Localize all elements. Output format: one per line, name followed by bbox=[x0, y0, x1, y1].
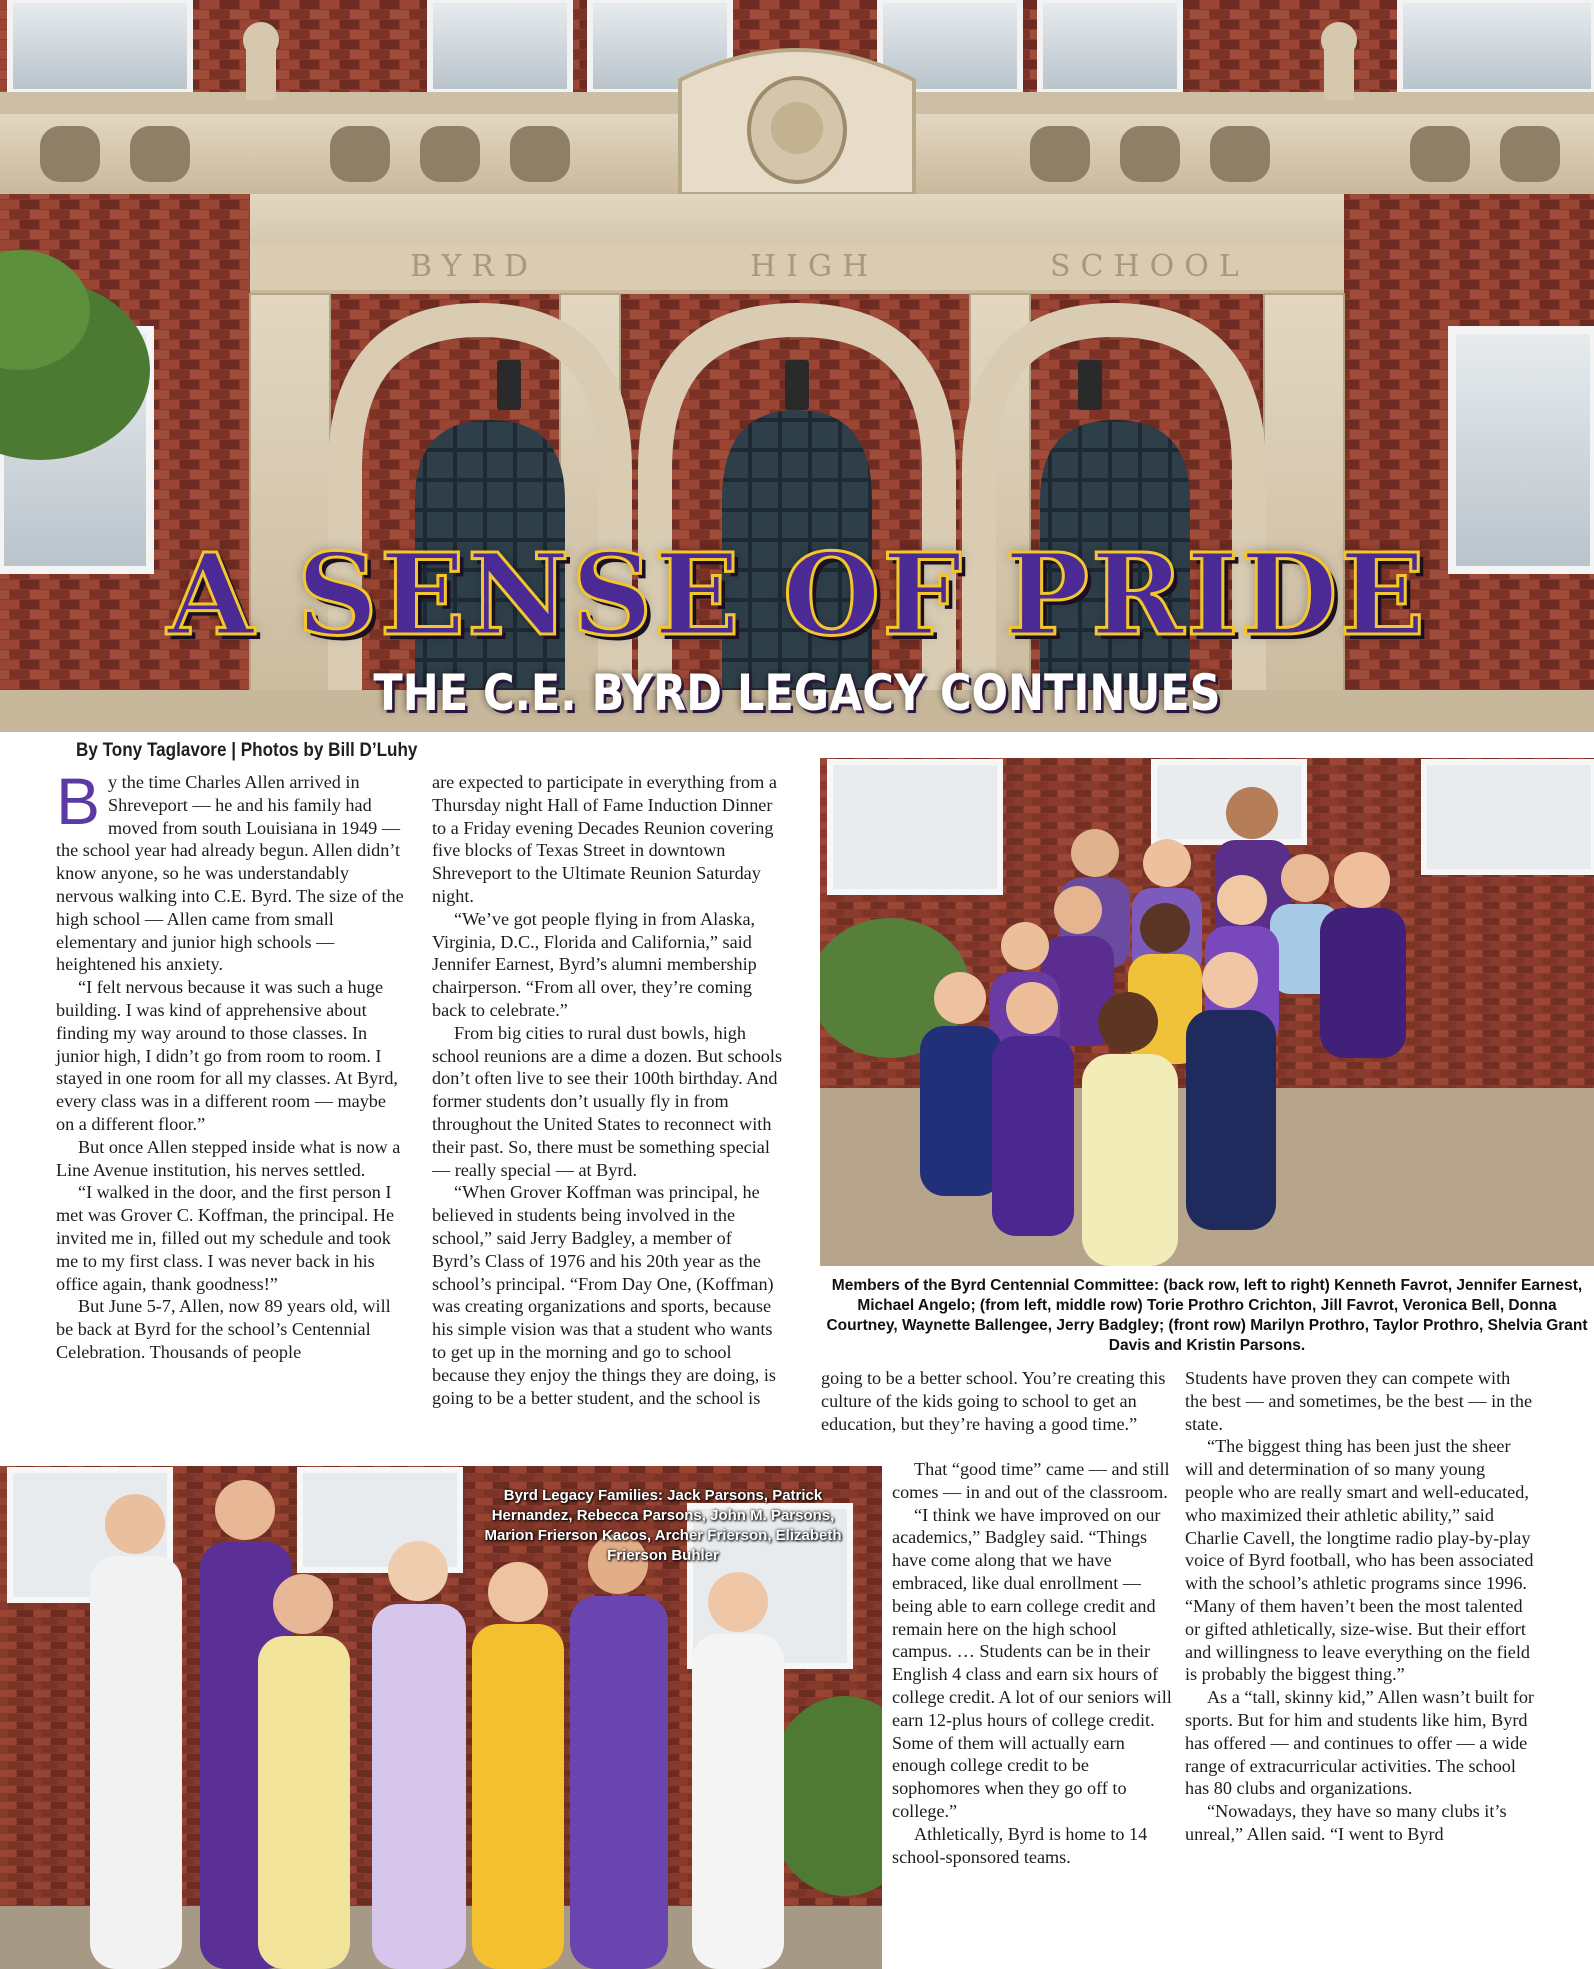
inscription-byrd: BYRD bbox=[410, 249, 538, 284]
article-headline: A SENSE OF PRIDE bbox=[166, 530, 1427, 661]
inscription-school: SCHOOL bbox=[1050, 249, 1249, 284]
article-paragraph: “When Grover Koffman was principal, he believed in students being involved in the school,” said Jerry Badgley, a member of Byrd’s Class of 1976 and his 20th year as the school’s principal. “From Day One, (Koffman) was creating organizations and sports, because his simple vision was that a student who wants to get up in the morning and go to school because they enjoy the things they are doing, is going to be a better student, and the school is bbox=[432, 1182, 776, 1408]
article-column-4 bbox=[1185, 1367, 1537, 1846]
article-paragraph: By the time Charles Allen arrived in Shreveport — he and his family had moved from south Louisiana in 1949 — the school year had already begun. Allen didn’t know anyone, so he was understandably nervous walking into C.E. Byrd. The size of the high school — Allen came from small elementary and junior high schools — heightened his anxiety. bbox=[56, 764, 404, 975]
inscription-high: HIGH bbox=[750, 249, 879, 284]
article-paragraph: Athletically, Byrd is home to 14 school-sponsored teams. bbox=[892, 1823, 1148, 1867]
article-paragraph: are expected to participate in everything from a Thursday night Hall of Fame Induction Dinner to a Friday evening Decades Reunion covering five blocks of Texas Street in downtown Shreveport to the Ultimate Reunion Saturday night. bbox=[432, 772, 777, 906]
article-column-3-continued bbox=[892, 1458, 1174, 1868]
committee-photo bbox=[820, 758, 1594, 1266]
article-column-3 bbox=[821, 1367, 1173, 1435]
committee-group-illustration bbox=[820, 758, 1594, 1266]
article-paragraph: From big cities to rural dust bowls, high school reunions are a dime a dozen. But schools don’t often live to see their 100th birthday. And former students don’t usually fly in from throughout the United States to reconnect with their past. So, there must be something special — really special — at Byrd. bbox=[432, 1022, 783, 1180]
article-paragraph: “I think we have improved on our academics,” Badgley said. “Things have come along that we have embraced, like dual enrollment — being able to earn college credit and remain here on the high school campus. … Students can be in their English 4 class and earn six hours of college credit. A lot of our seniors will earn 12-plus hours of college credit. Some of them will actually earn enough college credit to be sophomores when they go off to college.” bbox=[892, 1504, 1172, 1821]
article-paragraph: “Nowadays, they have so many clubs it’s unreal,” Allen said. “I went to Byrd bbox=[1185, 1801, 1507, 1844]
article-paragraph: “The biggest thing has been just the sheer will and determination of so many young people who are really smart and well-educated, who maximized their athletic ability,” said Charlie Cavell, the longtime radio play-by-play voice of Byrd football, who has been associated with the school’s athletic programs since 1996. “Many of them haven’t been the most talented or gifted athletically, size-wise. But their effort and willingness to leave everything on the field is probably the biggest thing.” bbox=[1185, 1436, 1534, 1685]
article-paragraph: “We’ve got people flying in from Alaska, Virginia, D.C., Florida and California,” said Jennifer Earnest, Byrd’s alumni membership chairperson. “From all over, they’re coming back to celebrate.” bbox=[432, 908, 757, 1020]
article-paragraph: But June 5-7, Allen, now 89 years old, will be back at Byrd for the school’s Centennial Celebration. Thousands of people bbox=[56, 1296, 391, 1362]
article-paragraph: “I felt nervous because it was such a huge building. I was kind of apprehensive about finding my way around to those classes. In junior high, I didn’t go from room to room. I stayed in one room for all my classes. At Byrd, every class was in a different room — maybe on a different floor.” bbox=[56, 977, 398, 1134]
drop-cap: B bbox=[56, 764, 101, 838]
article-paragraph: But once Allen stepped inside what is now a Line Avenue institution, his nerves settled. bbox=[56, 1136, 401, 1180]
article-subheadline: THE C.E. BYRD LEGACY CONTINUES bbox=[373, 664, 1221, 722]
article-paragraph: That “good time” came — and still comes — in and out of the classroom. bbox=[892, 1459, 1170, 1502]
article-paragraph: going to be a better school. You’re creating this culture of the kids going to school to get an education, but they’re having a good time.” bbox=[821, 1368, 1166, 1434]
committee-photo-caption: Members of the Byrd Centennial Committee: (back row, left to right) Kenneth Favrot, Jennifer Earnest, Michael Angelo; (from left, middle row) Torie Prothro Crichton, Jill Favrot, Veronica Bell, Donna Courtney, Waynette Ballengee, Jerry Badgley; (front row) Marilyn Prothro, Taylor Prothro, Shelvia Grant Davis and Kristin Parsons. bbox=[826, 1277, 1588, 1354]
legacy-families-caption: Byrd Legacy Families: Jack Parsons, Patrick Hernandez, Rebecca Parsons, John M. Parsons, Marion Frierson Kacos, Archer Frierson, Elizabeth Frierson Buhler bbox=[484, 1487, 842, 1564]
article-column-1 bbox=[56, 764, 408, 1364]
article-column-2 bbox=[432, 771, 784, 1409]
article-paragraph: Students have proven they can compete with the best — and sometimes, be the best — in the state. bbox=[1185, 1368, 1533, 1434]
building-inscription bbox=[410, 249, 1249, 284]
byline: By Tony Taglavore | Photos by Bill D’Luhy bbox=[76, 740, 418, 761]
article-paragraph: As a “tall, skinny kid,” Allen wasn’t built for sports. But for him and students like him, Byrd has offered — and continues to offer — a wide range of extracurricular activities. The school has 80 clubs and organizations. bbox=[1185, 1687, 1534, 1799]
article-paragraph: “I walked in the door, and the first person I met was Grover C. Koffman, the principal. He invited me in, filled out my schedule and took me to my first class. I was never back in his office again, thank goodness!” bbox=[56, 1182, 395, 1294]
